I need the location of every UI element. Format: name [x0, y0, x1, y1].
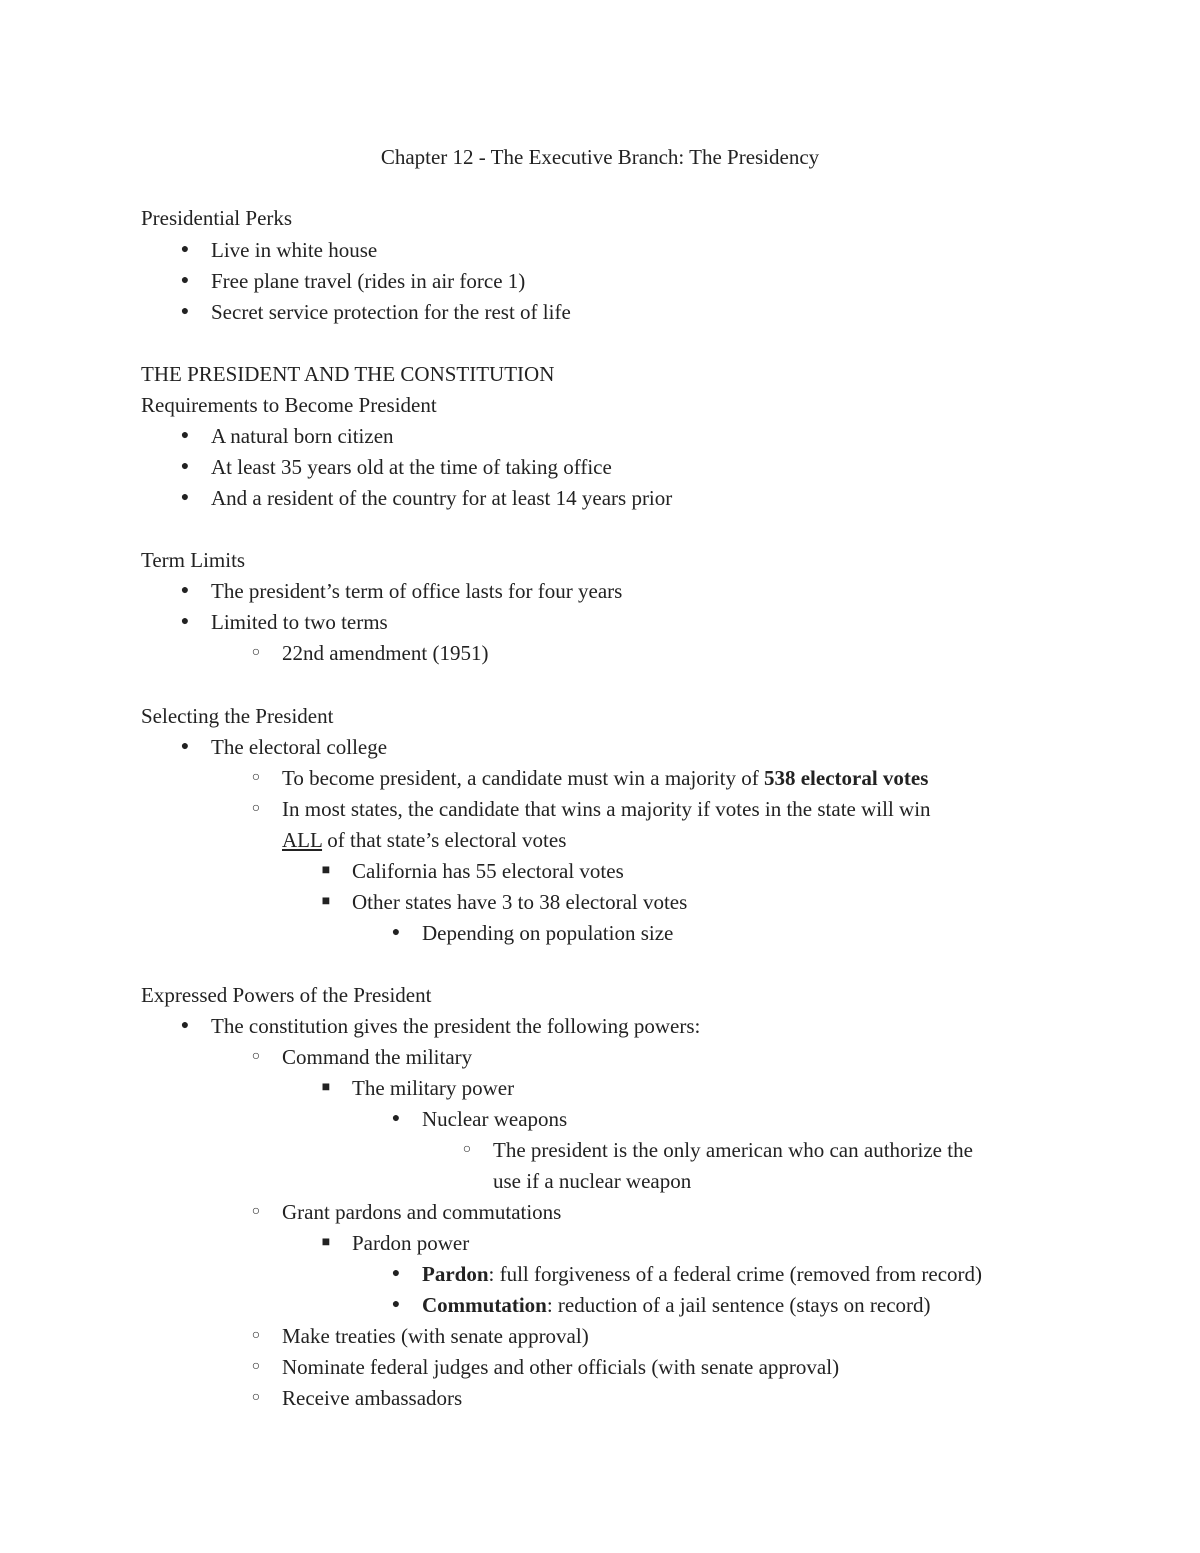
- bullet-disc-icon: [175, 485, 195, 511]
- list-item: Secret service protection for the rest of life: [211, 300, 571, 324]
- list-item: Pardon power: [352, 1231, 470, 1255]
- list-item-continuation: use if a nuclear weapon: [493, 1169, 692, 1193]
- list-item: In most states, the candidate that wins a majority if votes in the state will win: [282, 797, 931, 821]
- bullet-circle-icon: [246, 640, 266, 666]
- list-item: The electoral college: [211, 735, 388, 759]
- list-item: [422, 1292, 931, 1318]
- section-heading-constitution: THE PRESIDENT AND THE CONSTITUTION: [141, 362, 555, 386]
- bullet-disc-icon: [175, 237, 195, 263]
- bullet-square-icon: [316, 889, 336, 915]
- list-item: Depending on population size: [422, 921, 674, 945]
- list-item: The constitution gives the president the following powers:: [211, 1014, 701, 1038]
- section-heading-selecting: Selecting the President: [141, 704, 334, 728]
- bullet-disc-icon: [386, 1292, 406, 1318]
- list-item: Receive ambassadors: [282, 1386, 463, 1410]
- bullet-disc-icon: [386, 1261, 406, 1287]
- bullet-circle-icon: [246, 1354, 266, 1380]
- bullet-disc-icon: [175, 1013, 195, 1039]
- bullet-circle-icon: [246, 1199, 266, 1225]
- electoral-votes-bold: 538 electoral votes: [763, 766, 929, 790]
- list-item: The military power: [352, 1076, 515, 1100]
- list-item: At least 35 years old at the time of taking office: [211, 455, 612, 479]
- list-item: And a resident of the country for at least 14 years prior: [211, 486, 673, 510]
- bullet-disc-icon: [175, 299, 195, 325]
- subheading-requirements: Requirements to Become President: [141, 393, 437, 417]
- list-item: Nominate federal judges and other officials (with senate approval): [282, 1355, 840, 1379]
- section-heading-term-limits: Term Limits: [141, 548, 246, 572]
- continuation-text: of that state’s electoral votes: [322, 828, 567, 852]
- list-item: California has 55 electoral votes: [352, 859, 624, 883]
- bullet-circle-icon: [246, 1385, 266, 1411]
- list-item: Other states have 3 to 38 electoral votes: [352, 890, 688, 914]
- bullet-square-icon: [316, 1230, 336, 1256]
- list-item: [282, 765, 928, 791]
- bullet-disc-icon: [175, 423, 195, 449]
- bullet-disc-icon: [175, 734, 195, 760]
- bullet-disc-icon: [175, 578, 195, 604]
- bullet-square-icon: [316, 1075, 336, 1101]
- commutation-term: Commutation: [422, 1293, 547, 1317]
- list-item: Command the military: [282, 1045, 473, 1069]
- all-underlined: ALL: [282, 828, 323, 852]
- list-item: Make treaties (with senate approval): [282, 1324, 589, 1348]
- list-item: 22nd amendment (1951): [282, 641, 489, 665]
- bullet-disc-icon: [175, 454, 195, 480]
- bullet-square-icon: [316, 858, 336, 884]
- pardon-term: Pardon: [422, 1262, 489, 1286]
- list-item: A natural born citizen: [211, 424, 394, 448]
- bullet-disc-icon: [175, 609, 195, 635]
- section-heading-perks: Presidential Perks: [141, 206, 293, 230]
- commutation-definition: : reduction of a jail sentence (stays on record): [546, 1293, 931, 1317]
- list-item: The president is the only american who can authorize the: [493, 1138, 973, 1162]
- section-heading-expressed-powers: Expressed Powers of the President: [141, 983, 432, 1007]
- list-item: Free plane travel (rides in air force 1): [211, 269, 526, 293]
- bullet-circle-icon: [246, 765, 266, 791]
- list-item: Limited to two terms: [211, 610, 388, 634]
- list-item: [422, 1261, 982, 1287]
- page-title: Chapter 12 - The Executive Branch: The Presidency: [380, 145, 820, 169]
- pardon-definition: : full forgiveness of a federal crime (removed from record): [488, 1262, 982, 1286]
- bullet-disc-icon: [386, 1106, 406, 1132]
- list-item: Live in white house: [211, 238, 378, 262]
- bullet-disc-icon: [386, 920, 406, 946]
- bullet-circle-icon: [246, 1044, 266, 1070]
- bullet-circle-icon: [246, 1323, 266, 1349]
- bullet-circle-icon: [246, 796, 266, 822]
- list-item: The president’s term of office lasts for four years: [211, 579, 623, 603]
- bullet-disc-icon: [175, 268, 195, 294]
- majority-text: To become president, a candidate must win a majority of: [282, 766, 764, 790]
- bullet-circle-icon: [457, 1137, 477, 1163]
- list-item: Grant pardons and commutations: [282, 1200, 562, 1224]
- list-item-continuation: [282, 827, 566, 853]
- list-item: Nuclear weapons: [422, 1107, 568, 1131]
